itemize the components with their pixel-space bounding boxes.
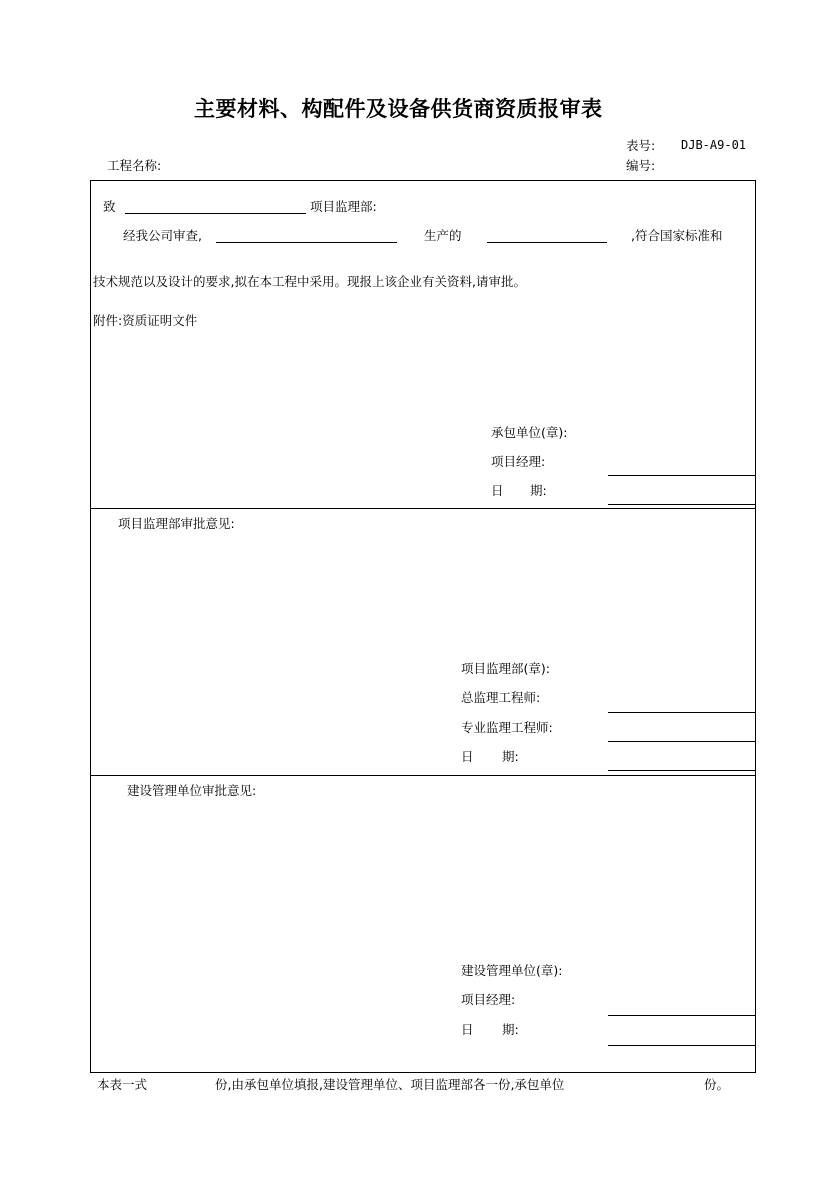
footer-copies-part1: 本表一式 bbox=[97, 1077, 148, 1092]
attachment-label: 附件:资质证明文件 bbox=[93, 313, 198, 328]
review-statement-a: 经我公司审查, bbox=[123, 228, 202, 243]
project-manager-label: 项目经理: bbox=[491, 454, 546, 469]
date-label-char1: 日 bbox=[461, 749, 474, 764]
date-label-char1: 日 bbox=[491, 483, 504, 498]
supervision-opinion-heading: 项目监理部审批意见: bbox=[118, 516, 235, 531]
supervision-dept-label: 项目监理部: bbox=[310, 199, 377, 214]
recipient-blank-line[interactable] bbox=[125, 213, 306, 214]
product-blank-line[interactable] bbox=[487, 242, 607, 243]
serial-number-label: 编号: bbox=[626, 158, 656, 173]
supplier-blank-line[interactable] bbox=[216, 242, 397, 243]
page-title: 主要材料、构配件及设备供货商资质报审表 bbox=[194, 97, 603, 121]
to-label: 致 bbox=[103, 199, 116, 214]
construction-opinion-heading: 建设管理单位审批意见: bbox=[127, 783, 257, 798]
date-label-char2: 期: bbox=[502, 1022, 519, 1037]
contractor-seal-label: 承包单位(章): bbox=[491, 425, 568, 440]
project-manager-blank-line[interactable] bbox=[608, 475, 756, 476]
review-statement-b: 生产的 bbox=[424, 228, 462, 243]
project-manager-label: 项目经理: bbox=[461, 992, 516, 1007]
review-statement-c: ,符合国家标准和 bbox=[631, 228, 723, 243]
section-divider-2 bbox=[90, 775, 756, 776]
form-number-label: 表号: bbox=[626, 138, 656, 153]
date-label-char1: 日 bbox=[461, 1022, 474, 1037]
form-number-value: DJB-A9-01 bbox=[681, 138, 747, 152]
specialist-engineer-label: 专业监理工程师: bbox=[461, 720, 553, 735]
footer-copies-part2: 份,由承包单位填报,建设管理单位、项目监理部各一份,承包单位 bbox=[215, 1077, 565, 1092]
supervision-seal-label: 项目监理部(章): bbox=[461, 661, 550, 676]
date-label-char2: 期: bbox=[502, 749, 519, 764]
section-divider-1 bbox=[90, 508, 756, 509]
project-manager-blank-line[interactable] bbox=[608, 1015, 756, 1016]
date-blank-line[interactable] bbox=[608, 770, 756, 771]
specialist-engineer-blank-line[interactable] bbox=[608, 741, 756, 742]
project-name-label: 工程名称: bbox=[107, 158, 162, 173]
review-statement-line2: 技术规范以及设计的要求,拟在本工程中采用。现报上该企业有关资料,请审批。 bbox=[93, 274, 526, 289]
date-label-char2: 期: bbox=[530, 483, 547, 498]
date-blank-line[interactable] bbox=[608, 1045, 756, 1046]
footer-copies-part3: 份。 bbox=[704, 1077, 730, 1092]
date-blank-line[interactable] bbox=[608, 504, 756, 505]
chief-engineer-blank-line[interactable] bbox=[608, 712, 756, 713]
construction-unit-seal-label: 建设管理单位(章): bbox=[461, 963, 563, 978]
chief-engineer-label: 总监理工程师: bbox=[461, 690, 541, 705]
